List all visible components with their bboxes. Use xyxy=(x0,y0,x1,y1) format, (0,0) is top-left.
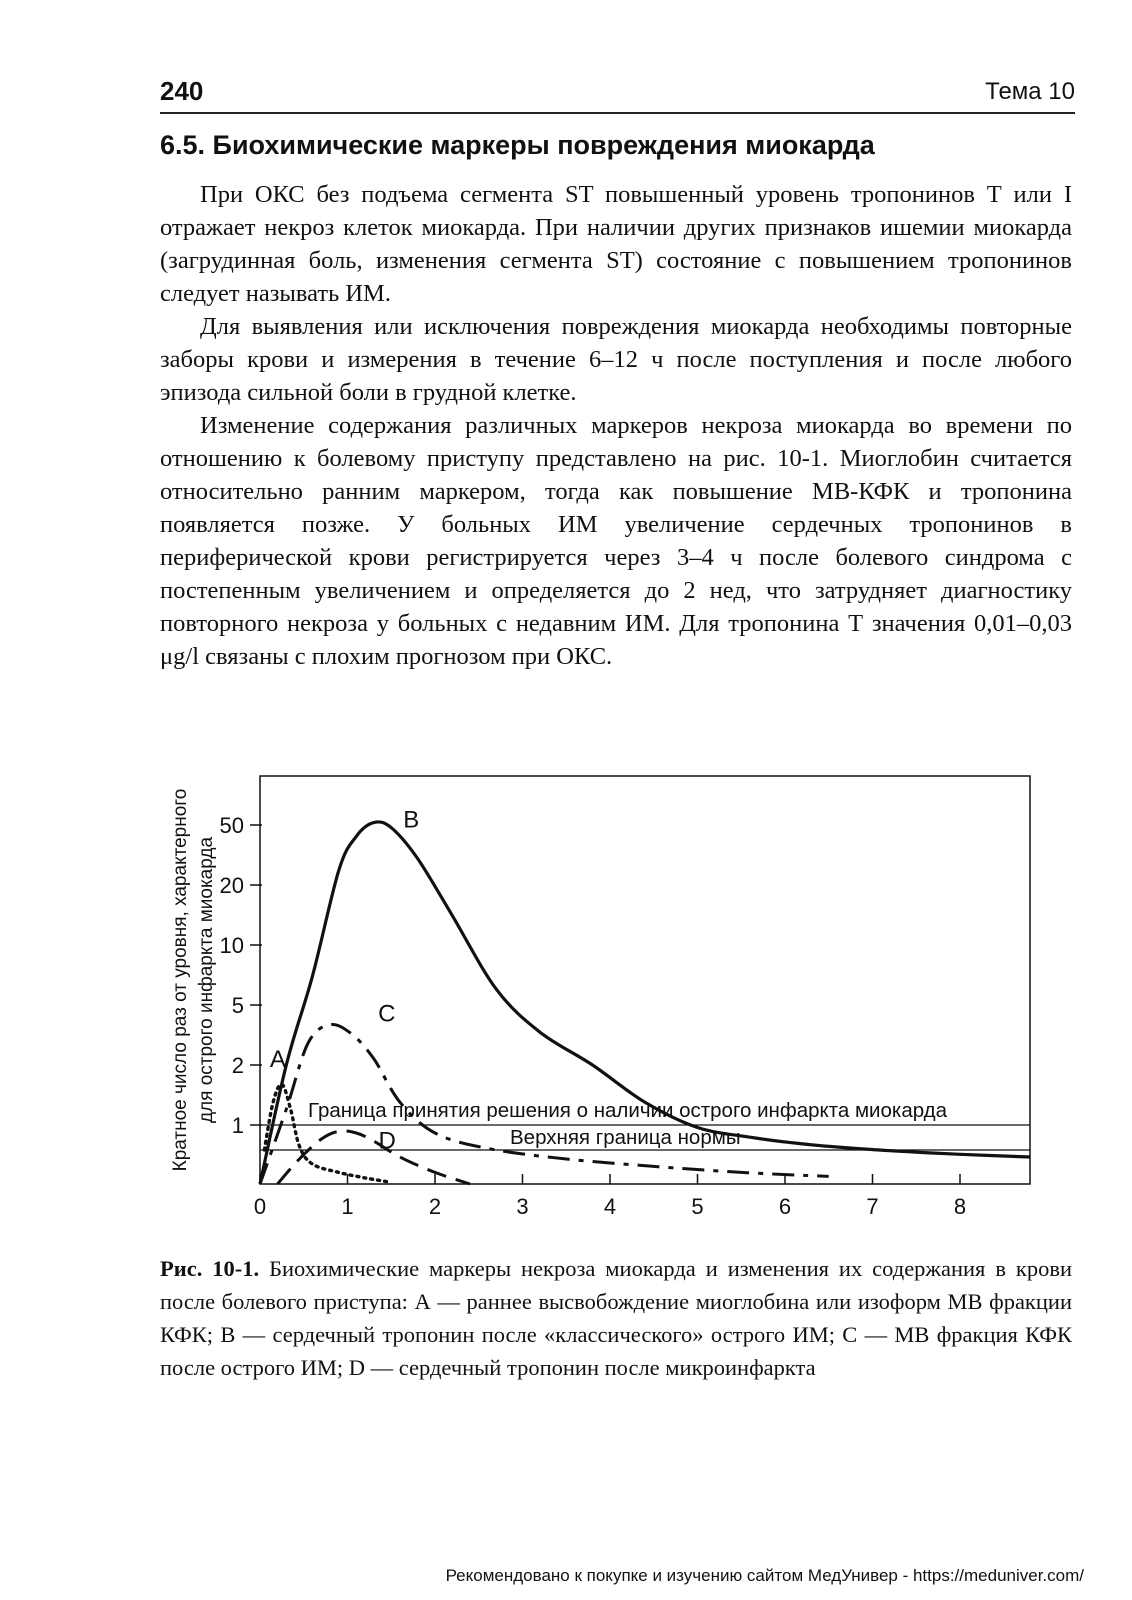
series-d-label: D xyxy=(378,1127,396,1155)
running-head: Тема 10 xyxy=(985,78,1075,105)
page-header xyxy=(160,72,1075,114)
y-tick-label: 10 xyxy=(219,933,244,958)
section-title: 6.5. Биохимические маркеры повреждения миокарда xyxy=(160,130,875,160)
figure-caption xyxy=(160,1252,1072,1384)
x-tick-label: 4 xyxy=(603,1194,617,1219)
y-tick-label: 50 xyxy=(219,813,244,838)
y-tick-label: 1 xyxy=(231,1113,244,1138)
x-tick-label: 8 xyxy=(953,1194,967,1219)
page-number: 240 xyxy=(160,76,204,106)
marker-chart xyxy=(160,758,1060,1228)
footer-note: Рекомендовано к покупке и изучению сайтом МедУнивер - https://meduniver.com/ xyxy=(445,1566,1084,1585)
series-a-label: A xyxy=(269,1046,286,1074)
paragraph-2: Для выявления или исключения повреждения миокарда необходимы повторные заборы крови и измерения в течение 6–12 ч после поступления и после любого эпизода сильной боли в грудной клетке. xyxy=(160,313,1072,406)
reference-line-label: Верхняя граница нормы xyxy=(510,1126,741,1150)
body-text xyxy=(160,178,1072,673)
figure-10-1 xyxy=(160,758,1060,1228)
y-axis-label-line2: для острого инфаркта миокарда xyxy=(196,836,217,1124)
paragraph-3: Изменение содержания различных маркеров некроза миокарда во времени по отношению к болевому приступу представлено на рис. 10-1. Миоглобин считается относительно ранним маркером, тогда как повышение МВ-КФК и тропонина появляется позже. У больных ИМ увеличение сердечных тропонинов в периферической крови регистрируется через 3–4 ч после болевого синдрома с постепенным увеличением и определяется до 2 нед, что затрудняет диагностику повторного некроза у больных с недавним ИМ. Для тропонина Т значения 0,01–0,03 μg/l связаны с плохим прогнозом при ОКС. xyxy=(160,412,1072,670)
y-tick-label: 5 xyxy=(231,993,244,1018)
y-axis-label-line1: Кратное число раз от уровня, характерного xyxy=(170,788,191,1172)
reference-line-label: Граница принятия решения о наличии острого инфаркта миокарда xyxy=(308,1099,948,1122)
caption-text: Биохимические маркеры некроза миокарда и изменения их содержания в крови после болевого приступа: А — раннее высвобождение миоглобина или изоформ MB фракции КФК; В — сердечный тропонин после «классического» острого ИМ; С — MB фракция КФК после острого ИМ; D — сердечный тропонин после микроинфаркта xyxy=(160,1256,1072,1380)
x-tick-label: 2 xyxy=(428,1194,442,1219)
x-tick-label: 6 xyxy=(778,1194,792,1219)
caption-label: Рис. 10-1. xyxy=(160,1256,260,1281)
plot-frame xyxy=(260,776,1030,1184)
x-tick-label: 7 xyxy=(866,1194,879,1219)
series-b-label: B xyxy=(403,806,420,834)
x-tick-label: 5 xyxy=(691,1194,704,1219)
series-c-label: C xyxy=(378,1000,396,1028)
x-tick-label: 0 xyxy=(253,1194,267,1219)
paragraph-1: При ОКС без подъема сегмента ST повышенный уровень тропонинов Т или I отражает некроз клеток миокарда. При наличии других признаков ишемии миокарда (загрудинная боль, изменения сегмента ST) состояние с повышением тропонинов следует называть ИМ. xyxy=(160,181,1072,307)
x-tick-label: 3 xyxy=(516,1194,529,1219)
y-tick-label: 20 xyxy=(219,873,244,898)
y-tick-label: 2 xyxy=(231,1053,244,1078)
x-tick-label: 1 xyxy=(341,1194,354,1219)
